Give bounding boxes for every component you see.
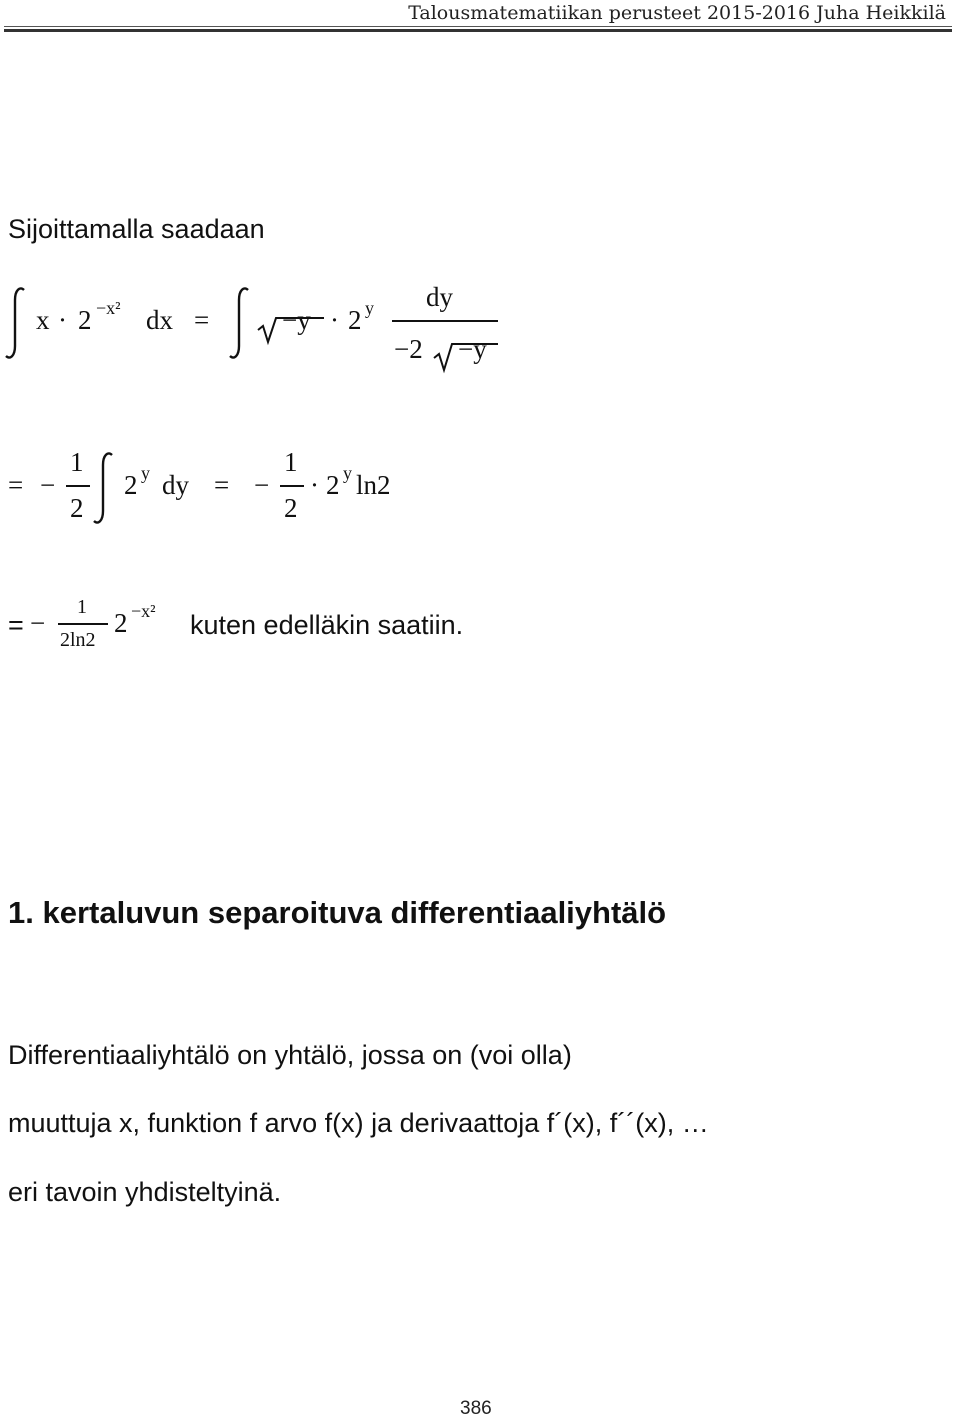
differential-dx: dx [146,305,173,335]
running-header [408,2,946,24]
intro-text: Sijoittamalla saadaan [8,214,265,244]
equals-sign: = [8,470,24,500]
denominator-neg-y: −y [458,334,487,364]
base-two: 2 [326,470,340,500]
section-heading: 1. kertaluvun separoituva differentiaaliyhtälö [8,895,667,930]
paragraph-line-2: muuttuja x, funktion f arvo f(x) ja derivaattoja f´(x), f´´(x), … [8,1108,709,1138]
fraction-denominator-2ln2: 2ln2 [60,629,96,651]
minus-sign: − [40,470,56,500]
ln-two: ln2 [356,470,391,500]
base-two: 2 [348,305,362,335]
exponent-y: y [365,298,374,318]
neg-y-radicand: −y [282,305,311,335]
fraction-numerator-one: 1 [70,447,84,477]
page-number: 386 [460,1398,492,1419]
fraction-denominator-two: 2 [70,493,84,523]
dot-operator: · [310,470,319,500]
exponent-neg-x-squared: −x² [131,601,156,621]
fraction-numerator-dy: dy [426,282,453,312]
minus-sign: − [254,470,270,500]
running-title: Talousmatematiikan perusteet 2015-2016 [408,2,811,24]
paragraph-line-3: eri tavoin yhdisteltyinä. [8,1177,282,1207]
equals-sign: = [194,305,210,335]
author-name: Juha Heikkilä [816,2,946,24]
fraction-bar [392,320,498,322]
fraction-numerator-one: 1 [284,447,298,477]
fraction-bar [66,485,90,487]
dot-operator: · [58,305,67,335]
exponent-y: y [141,463,150,483]
minus-sign: − [30,608,46,638]
header-rule [4,26,952,27]
exponent-neg-x-squared: −x² [96,298,121,318]
variable-x: x [36,305,50,335]
base-two: 2 [124,470,138,500]
fraction-bar [58,623,108,625]
fraction-numerator-one: 1 [77,596,87,618]
equals-sign: = [8,610,24,640]
base-two: 2 [78,305,92,335]
equals-sign: = [214,470,230,500]
integral-sign-3 [0,0,1,1]
dot-operator: · [330,305,339,335]
conclusion-text: kuten edelläkin saatiin. [190,610,464,640]
header-rule-thick [4,29,952,32]
fraction-bar [280,485,304,487]
fraction-denominator-two: 2 [284,493,298,523]
fraction-denominator-neg-two: −2 [394,334,423,364]
paragraph-line-1: Differentiaaliyhtälö on yhtälö, jossa on (voi olla) [8,1040,572,1070]
differential-dy: dy [162,470,189,500]
base-two: 2 [114,608,128,638]
exponent-y: y [343,463,352,483]
